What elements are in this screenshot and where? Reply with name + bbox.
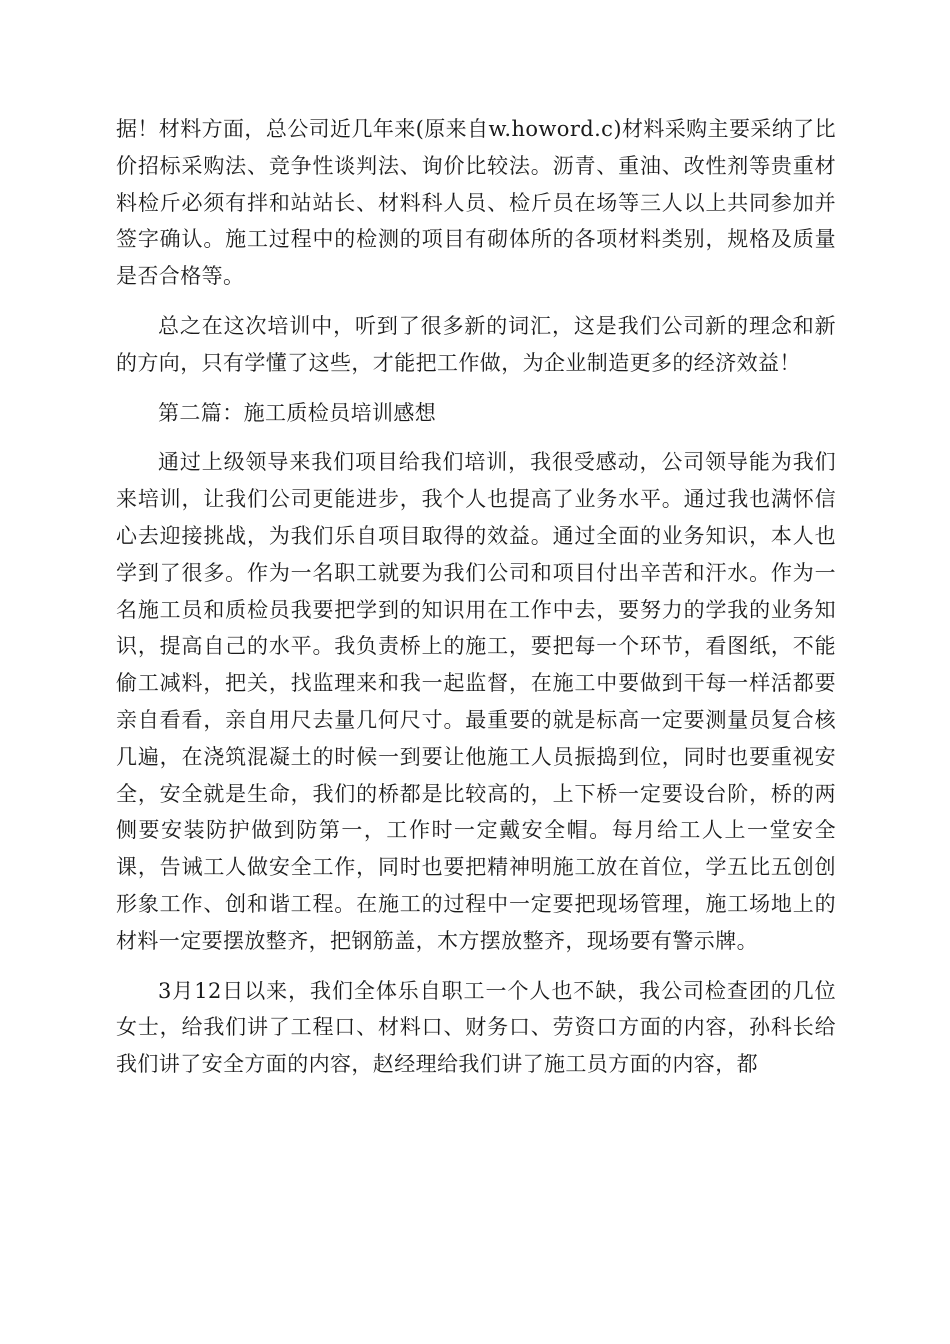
document-body <box>116 111 836 1096</box>
paragraph-training-reflection: 通过上级领导来我们项目给我们培训，我很受感动，公司领导能为我们来培训，让我们公司更能进步，我个人也提高了业务水平。通过我也满怀信心去迎接挑战，为我们乐自项目取得的效益。通过全面的业务知识，本人也学到了很多。作为一名职工就要为我们公司和项目付出辛苦和汗水。作为一名施工员和质检员我要把学到的知识用在工作中去，要努力的学我的业务知识，提高自己的水平。我负责桥上的施工，要把每一个环节，看图纸，不能偷工减料，把关，找监理来和我一起监督，在施工中要做到干每一样活都要亲自看看，亲自用尺去量几何尺寸。最重要的就是标高一定要测量员复合核几遍，在浇筑混凝土的时候一到要让他施工人员振捣到位，同时也要重视安全，安全就是生命，我们的桥都是比较高的，上下桥一定要设台阶，桥的两侧要安装防护做到防第一，工作时一定戴安全帽。每月给工人上一堂安全课，告诫工人做安全工作，同时也要把精神明施工放在首位，学五比五创创形象工作、创和谐工程。在施工的过程中一定要把现场管理，施工场地上的材料一定要摆放整齐，把钢筋盖，木方摆放整齐，现场要有警示牌。 <box>116 450 836 953</box>
section-heading: 第二篇：施工质检员培训感想 <box>158 400 437 425</box>
paragraph-summary: 总之在这次培训中，听到了很多新的词汇，这是我们公司新的理念和新的方向，只有学懂了这些，才能把工作做，为企业制造更多的经济效益！ <box>116 313 836 375</box>
paragraph-materials: 据！材料方面，总公司近几年来(原来自w.howord.c)材料采购主要采纳了比价招标采购法、竞争性谈判法、询价比较法。沥青、重油、改性剂等贵重材料检斤必须有拌和站站长、材料科人员、检斤员在场等三人以上共同参加并签字确认。施工过程中的检测的项目有砌体所的各项材料类别，规格及质量是否合格等。 <box>116 117 836 289</box>
paragraph-march-training: 3月12日以来，我们全体乐自职工一个人也不缺，我公司检查团的几位女士，给我们讲了工程口、材料口、财务口、劳资口方面的内容，孙科长给我们讲了安全方面的内容，赵经理给我们讲了施工员方面的内容，都 <box>116 978 836 1077</box>
